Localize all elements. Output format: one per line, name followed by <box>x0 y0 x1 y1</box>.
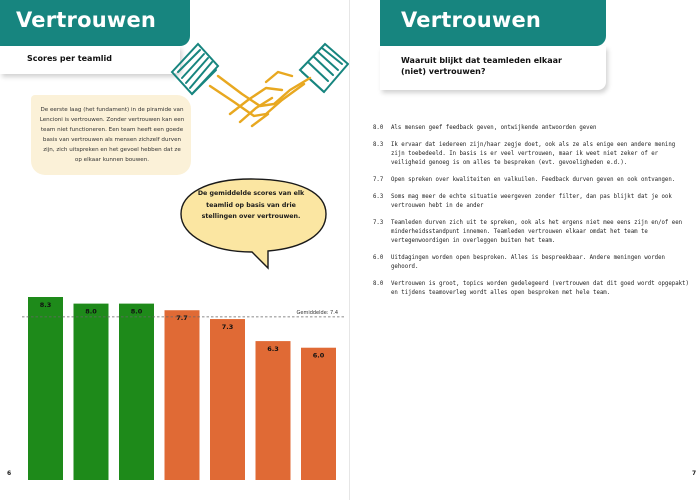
page-number: 6 <box>7 470 12 477</box>
score-item <box>373 219 691 246</box>
score-text: Vertrouwen is groot, topics worden gedelegeerd (vertrouwen dat dit goed wordt opgepakt) en tijdens teamoverleg wordt alles open besproken met hele team. <box>391 281 689 296</box>
bubble-text: De gemiddelde scores van elk teamlid op basis van drie stellingen over vertrouwen. <box>197 190 305 220</box>
speech-bubble <box>0 0 350 270</box>
bar-value-label: 8.0 <box>130 307 143 316</box>
page-title: Vertrouwen <box>16 8 157 32</box>
score-text: Teamleden durven zich uit te spreken, ook als het ergens niet mee eens zijn en/of een minderheidsstandpunt innemen. Teamleden vertrouwen elkaar omdat het team te vertegenwoordigen in overleggen buiten het team. <box>391 220 683 244</box>
question-text: Waaruit blijkt dat teamleden elkaar (niet) vertrouwen? <box>401 56 562 76</box>
score-item <box>373 280 691 298</box>
chart-bar <box>210 319 245 480</box>
score-list <box>373 124 691 306</box>
bar-value-label: 8.0 <box>85 307 97 316</box>
score-value: 6.3 <box>373 194 384 200</box>
bar-value-label: 6.3 <box>267 345 279 354</box>
score-text: Ik ervaar dat iedereen zijn/haar zegje doet, ook als ze als enige een andere mening zijn toebedeeld. In basis is er veel vertrouwen, maar ik weet niet zeker of er veiligheid genoeg is om alles te bespreken (evt. gevoeligheden e.d.). <box>391 142 676 166</box>
score-text: Soms mag meer de echte situatie weergeven zonder filter, dan pas blijkt dat je ook vertrouwen hebt in de ander <box>391 194 672 209</box>
title-bar <box>380 0 606 46</box>
intro-text: De eerste laag (het fundament) in de piramide van Lencioni is vertrouwen. Zonder vertrouwen kan een team niet functioneren. Een team heeft een goede basis van vertrouwen als mensen zichzelf durven zijn, zich uitspreken en het gevoel hebben dat ze op elkaar kunnen bouwen. <box>39 107 185 163</box>
bar-value-label: 7.7 <box>176 314 188 323</box>
score-value: 8.3 <box>373 142 384 148</box>
chart-bar <box>28 297 63 480</box>
bar-value-label: 7.3 <box>221 323 234 332</box>
bar-value-label: 6.0 <box>312 351 325 360</box>
score-value: 7.3 <box>373 220 384 226</box>
score-item <box>373 254 691 272</box>
chart-bar <box>301 348 336 480</box>
section-subtitle: Scores per teamlid <box>27 54 112 63</box>
score-value: 8.0 <box>373 125 384 131</box>
score-item <box>373 141 691 168</box>
chart-bar <box>74 304 109 480</box>
score-text: Als mensen geef feedback geven, ontwijkende antwoorden geven <box>391 125 597 131</box>
score-value: 8.0 <box>373 281 384 287</box>
chart-bar <box>119 304 154 480</box>
bar-value-label: 8.3 <box>39 301 52 309</box>
score-item <box>373 124 691 133</box>
bar-chart <box>0 285 350 480</box>
score-value: 6.0 <box>373 255 384 261</box>
page-number: 7 <box>692 470 697 477</box>
score-item <box>373 176 691 185</box>
score-text: Open spreken over kwaliteiten en valkuilen. Feedback durven geven en ook ontvangen. <box>391 177 676 183</box>
chart-bar <box>256 341 291 480</box>
score-text: Uitdagingen worden open besproken. Alles is bespreekbaar. Andere meningen worden gehoord. <box>391 255 665 270</box>
score-item <box>373 193 691 211</box>
score-value: 7.7 <box>373 177 384 183</box>
average-label: Gemiddelde: 7.4 <box>296 309 338 316</box>
question-box <box>380 46 606 90</box>
page-title: Vertrouwen <box>401 8 542 32</box>
chart-bar <box>165 310 200 480</box>
